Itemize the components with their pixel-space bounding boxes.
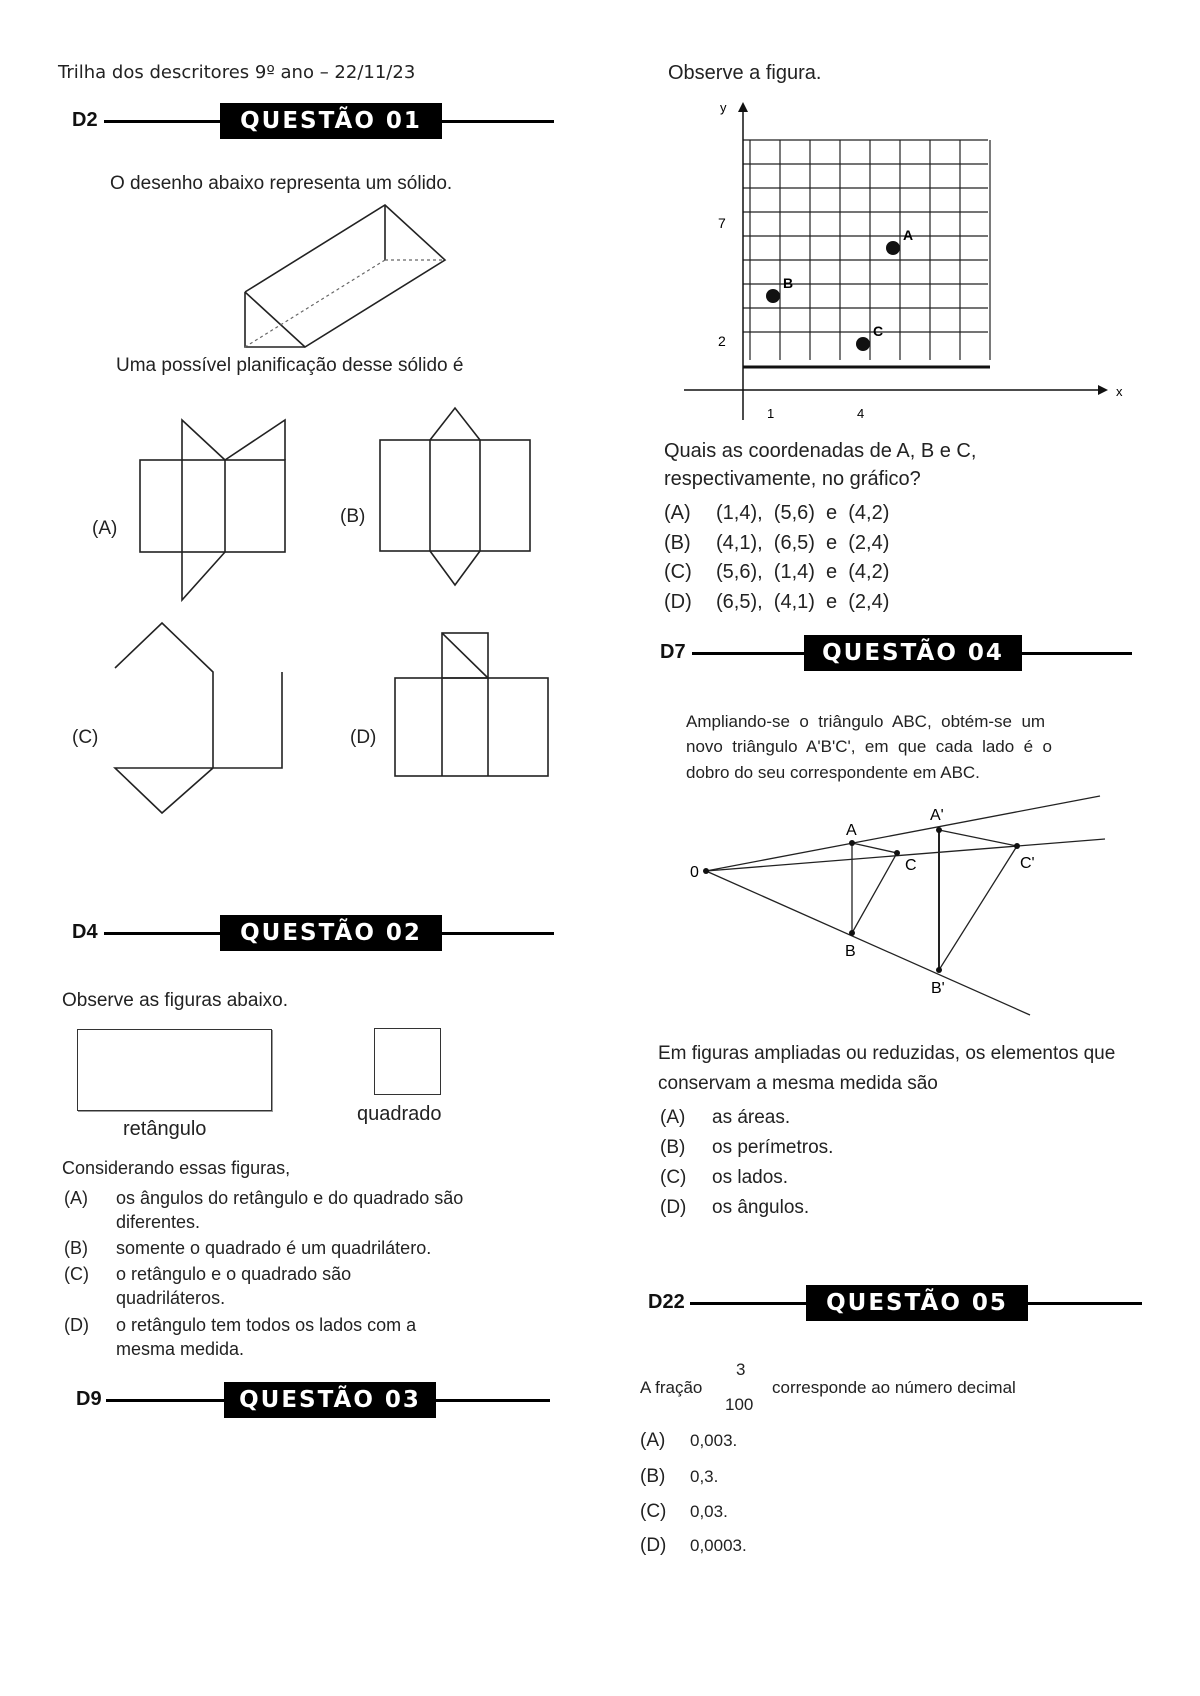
coordinate-graph <box>680 100 1130 425</box>
rect-label: retângulo <box>123 1118 207 1140</box>
q1-option-c-label[interactable]: (C) <box>72 727 99 748</box>
question-title: QUESTÃO 02 <box>220 915 442 951</box>
q3-option-b[interactable]: (B) (4,1), (6,5) e (2,4) <box>664 532 890 554</box>
q2-statement: Observe as figuras abaixo. <box>62 990 289 1011</box>
prism-solid-figure <box>240 200 455 350</box>
vertex-c2-label: C' <box>1020 855 1035 872</box>
q3-question-line2: respectivamente, no gráfico? <box>664 468 921 490</box>
q4-statement-line1: Ampliando-se o triângulo ABC, obtém-se um <box>686 712 1046 731</box>
x-tick-1: 1 <box>767 406 775 421</box>
y-tick-2: 2 <box>718 333 726 349</box>
question-title: QUESTÃO 04 <box>804 635 1022 671</box>
rectangle-figure <box>77 1029 272 1111</box>
q1-option-d-label[interactable]: (D) <box>350 727 377 748</box>
origin-label: 0 <box>690 864 699 881</box>
point-c-label: C <box>873 323 884 339</box>
descriptor-code: D4 <box>72 921 98 943</box>
q4-statement-line2: novo triângulo A'B'C', em que cada lado é o <box>686 737 1053 756</box>
q4-statement-line3: dobro do seu correspondente em ABC. <box>686 763 980 782</box>
q5-option-a[interactable]: (A) 0,003. <box>640 1430 738 1451</box>
q1-statement: O desenho abaixo representa um sólido. <box>110 173 453 194</box>
q5-denominator: 100 <box>725 1395 754 1414</box>
question-03-banner <box>76 1382 550 1418</box>
net-option-b[interactable] <box>375 405 535 590</box>
x-tick-4: 4 <box>857 406 865 421</box>
q4-option-b[interactable]: (B) os perímetros. <box>660 1137 834 1158</box>
q5-option-c[interactable]: (C) 0,03. <box>640 1501 728 1522</box>
q4-option-c[interactable]: (C) os lados. <box>660 1167 789 1188</box>
x-axis-label: x <box>1116 384 1123 399</box>
descriptor-code: D22 <box>648 1291 685 1313</box>
question-01-banner <box>72 103 554 139</box>
point-c <box>856 337 870 351</box>
question-05-banner <box>648 1285 1142 1321</box>
point-a-label: A <box>903 227 914 243</box>
q2-option-c-cont: quadriláteros. <box>116 1288 226 1308</box>
question-title: QUESTÃO 05 <box>806 1285 1028 1321</box>
q3-option-c[interactable]: (C) (5,6), (1,4) e (4,2) <box>664 561 890 583</box>
q4-question-line1: Em figuras ampliadas ou reduzidas, os elementos que <box>658 1043 1116 1064</box>
square-figure <box>374 1028 441 1095</box>
net-option-c[interactable] <box>110 620 290 815</box>
vertex-b-label: B <box>845 943 856 960</box>
q1-option-b-label[interactable]: (B) <box>340 506 366 527</box>
point-b <box>766 289 780 303</box>
q5-suffix: corresponde ao número decimal <box>772 1378 1016 1397</box>
question-02-banner <box>72 915 554 951</box>
descriptor-code: D2 <box>72 109 98 131</box>
vertex-a2-label: A' <box>930 807 944 824</box>
y-tick-7: 7 <box>718 215 726 231</box>
net-option-d[interactable] <box>390 628 555 778</box>
vertex-a-label: A <box>846 822 857 839</box>
q3-option-d[interactable]: (D) (6,5), (4,1) e (2,4) <box>664 591 890 613</box>
q4-question-line2: conservam a mesma medida são <box>658 1073 938 1094</box>
q2-option-a[interactable]: (A) os ângulos do retângulo e do quadrado são <box>64 1188 464 1208</box>
q4-option-a[interactable]: (A) as áreas. <box>660 1107 791 1128</box>
q4-option-d[interactable]: (D) os ângulos. <box>660 1197 810 1218</box>
q3-question-line1: Quais as coordenadas de A, B e C, <box>664 440 977 462</box>
q2-option-d-cont: mesma medida. <box>116 1339 245 1359</box>
square-label: quadrado <box>357 1103 442 1125</box>
q5-numerator: 3 <box>736 1360 746 1379</box>
q2-option-a-cont: diferentes. <box>116 1212 201 1232</box>
q3-statement: Observe a figura. <box>668 62 822 84</box>
point-a <box>886 241 900 255</box>
q2-option-c[interactable]: (C) o retângulo e o quadrado são <box>64 1264 352 1284</box>
question-title: QUESTÃO 01 <box>220 103 442 139</box>
question-title: QUESTÃO 03 <box>224 1382 436 1418</box>
page-header: Trilha dos descritores 9º ano – 22/11/23 <box>58 62 416 83</box>
q5-prefix: A fração <box>640 1378 703 1397</box>
net-option-a[interactable] <box>135 415 290 605</box>
descriptor-code: D9 <box>76 1388 102 1410</box>
triangle-enlargement-figure <box>690 790 1115 1020</box>
q2-option-d[interactable]: (D) o retângulo tem todos os lados com a <box>64 1315 417 1335</box>
descriptor-code: D7 <box>660 641 686 663</box>
vertex-c-label: C <box>905 857 917 874</box>
point-b-label: B <box>783 275 794 291</box>
vertex-b2-label: B' <box>931 980 945 997</box>
y-axis-label: y <box>720 100 727 115</box>
q1-option-a-label[interactable]: (A) <box>92 518 118 539</box>
q2-prompt: Considerando essas figuras, <box>62 1158 291 1178</box>
q5-option-d[interactable]: (D) 0,0003. <box>640 1535 747 1556</box>
q5-option-b[interactable]: (B) 0,3. <box>640 1466 719 1487</box>
question-04-banner <box>660 635 1132 671</box>
q3-option-a[interactable]: (A) (1,4), (5,6) e (4,2) <box>664 502 890 524</box>
q1-prompt: Uma possível planificação desse sólido é <box>116 355 464 376</box>
q2-option-b[interactable]: (B) somente o quadrado é um quadrilátero. <box>64 1238 432 1258</box>
